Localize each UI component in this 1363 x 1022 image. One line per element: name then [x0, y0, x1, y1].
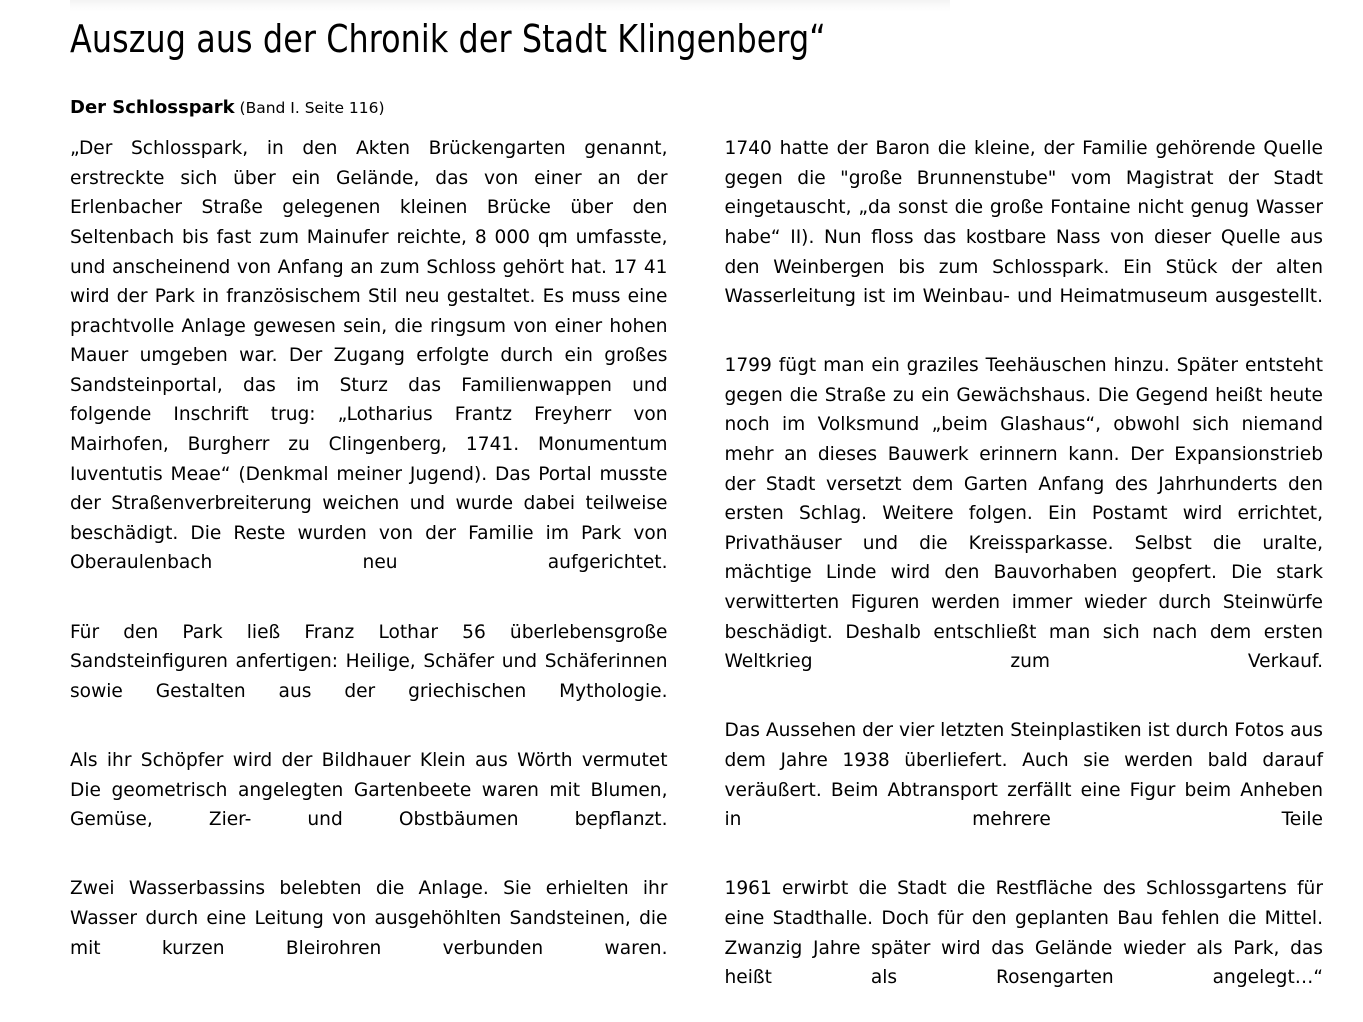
page-title: Auszug aus der Chronik der Stadt Klingenberg“	[70, 17, 826, 61]
paragraph: „Der Schlosspark, in den Akten Brückengarten genannt, erstreckte sich über ein Gelände, das von einer an der Erlenbacher Straße gelegenen kleinen Brücke über den Seltenbach bis fast zum Mainufer reichte, 8 000 qm umfasste, und anscheinend von Anfang an zum Schloss gehört hat. 17 41 wird der Park in französischem Stil neu gestaltet. Es muss eine prachtvolle Anlage gewesen sein, die ringsum von einer hohen Mauer umgeben war. Der Zugang erfolgte durch ein großes Sandsteinportal, das im Sturz das Familienwappen und folgende Inschrift trug: „Lotharius Frantz Freyherr von Mairhofen, Burgherr zu Clingenberg, 1741. Monumentum Iuventutis Meae“ (Denkmal meiner Jugend). Das Portal musste der Straßenverbreiterung weichen und wurde dabei teilweise beschädigt. Die Reste wurden von der Familie im Park von Oberaulenbach neu aufgerichtet.	[70, 138, 674, 574]
paragraph: 1961 erwirbt die Stadt die Restfläche des Schlossgartens für eine Stadthalle. Doch für den geplanten Bau fehlen die Mittel. Zwanzig Jahre später wird das Gelände wieder als Park, das heißt als Rosengarten angelegt…“	[724, 878, 1329, 989]
right-column	[724, 134, 1335, 1022]
section-heading	[70, 61, 1323, 119]
two-column-body	[70, 118, 1335, 1022]
paragraph: 1740 hatte der Baron die kleine, der Familie gehörende Quelle gegen die "große Brunnenstube" vom Magistrat der Stadt eingetauscht, „da sonst die große Fontaine nicht genug Wasser habe“ II). Nun floss das kostbare Nass von dieser Quelle aus den Weinbergen bis zum Schlosspark. Ein Stück der alten Wasserleitung ist im Weinbau- und Heimatmuseum ausgestellt.	[724, 138, 1329, 308]
paragraph: Als ihr Schöpfer wird der Bildhauer Klein aus Wörth vermutet Die geometrisch angelegten Gartenbeete waren mit Blumen, Gemüse, Zier- und Obstbäumen bepflanzt.	[70, 750, 674, 831]
paragraph: Für den Park ließ Franz Lothar 56 überlebensgroße Sandsteinfiguren anfertigen: Heilige, Schäfer und Schäferinnen sowie Gestalten aus der griechischen Mythologie.	[70, 621, 674, 702]
paragraph: Das Aussehen der vier letzten Steinplastiken ist durch Fotos aus dem Jahre 1938 überliefert. Auch sie werden bald darauf veräußert. Beim Abtransport zerfällt eine Figur beim Anheben in mehrere Teile	[724, 720, 1329, 831]
left-column	[70, 134, 674, 993]
section-heading-source: (Band I. Seite 116)	[234, 98, 385, 117]
section-heading-title: Der Schlosspark	[70, 96, 235, 118]
paragraph: 1799 fügt man ein graziles Teehäuschen hinzu. Später entsteht gegen die Straße zu ein Gewächshaus. Die Gegend heißt heute noch im Volksmund „beim Glashaus“, obwohl sich niemand mehr an dieses Bauwerk erinnern kann. Der Expansionstrieb der Stadt versetzt dem Garten Anfang des Jahrhunderts den ersten Schlag. Weitere folgen. Ein Postamt wird errichtet, Privathäuser und die Kreissparkasse. Selbst die uralte, mächtige Linde wird den Bauvorhaben geopfert. Die stark verwitterten Figuren werden immer wieder durch Steinwürfe beschädigt. Deshalb entschließt man sich nach dem ersten Weltkrieg zum Verkauf.	[724, 355, 1335, 673]
paragraph: Zwei Wasserbassins belebten die Anlage. Sie erhielten ihr Wasser durch eine Leitung von ausgehöhlten Sandsteinen, die mit kurzen Bleirohren verbunden waren.	[70, 878, 674, 959]
